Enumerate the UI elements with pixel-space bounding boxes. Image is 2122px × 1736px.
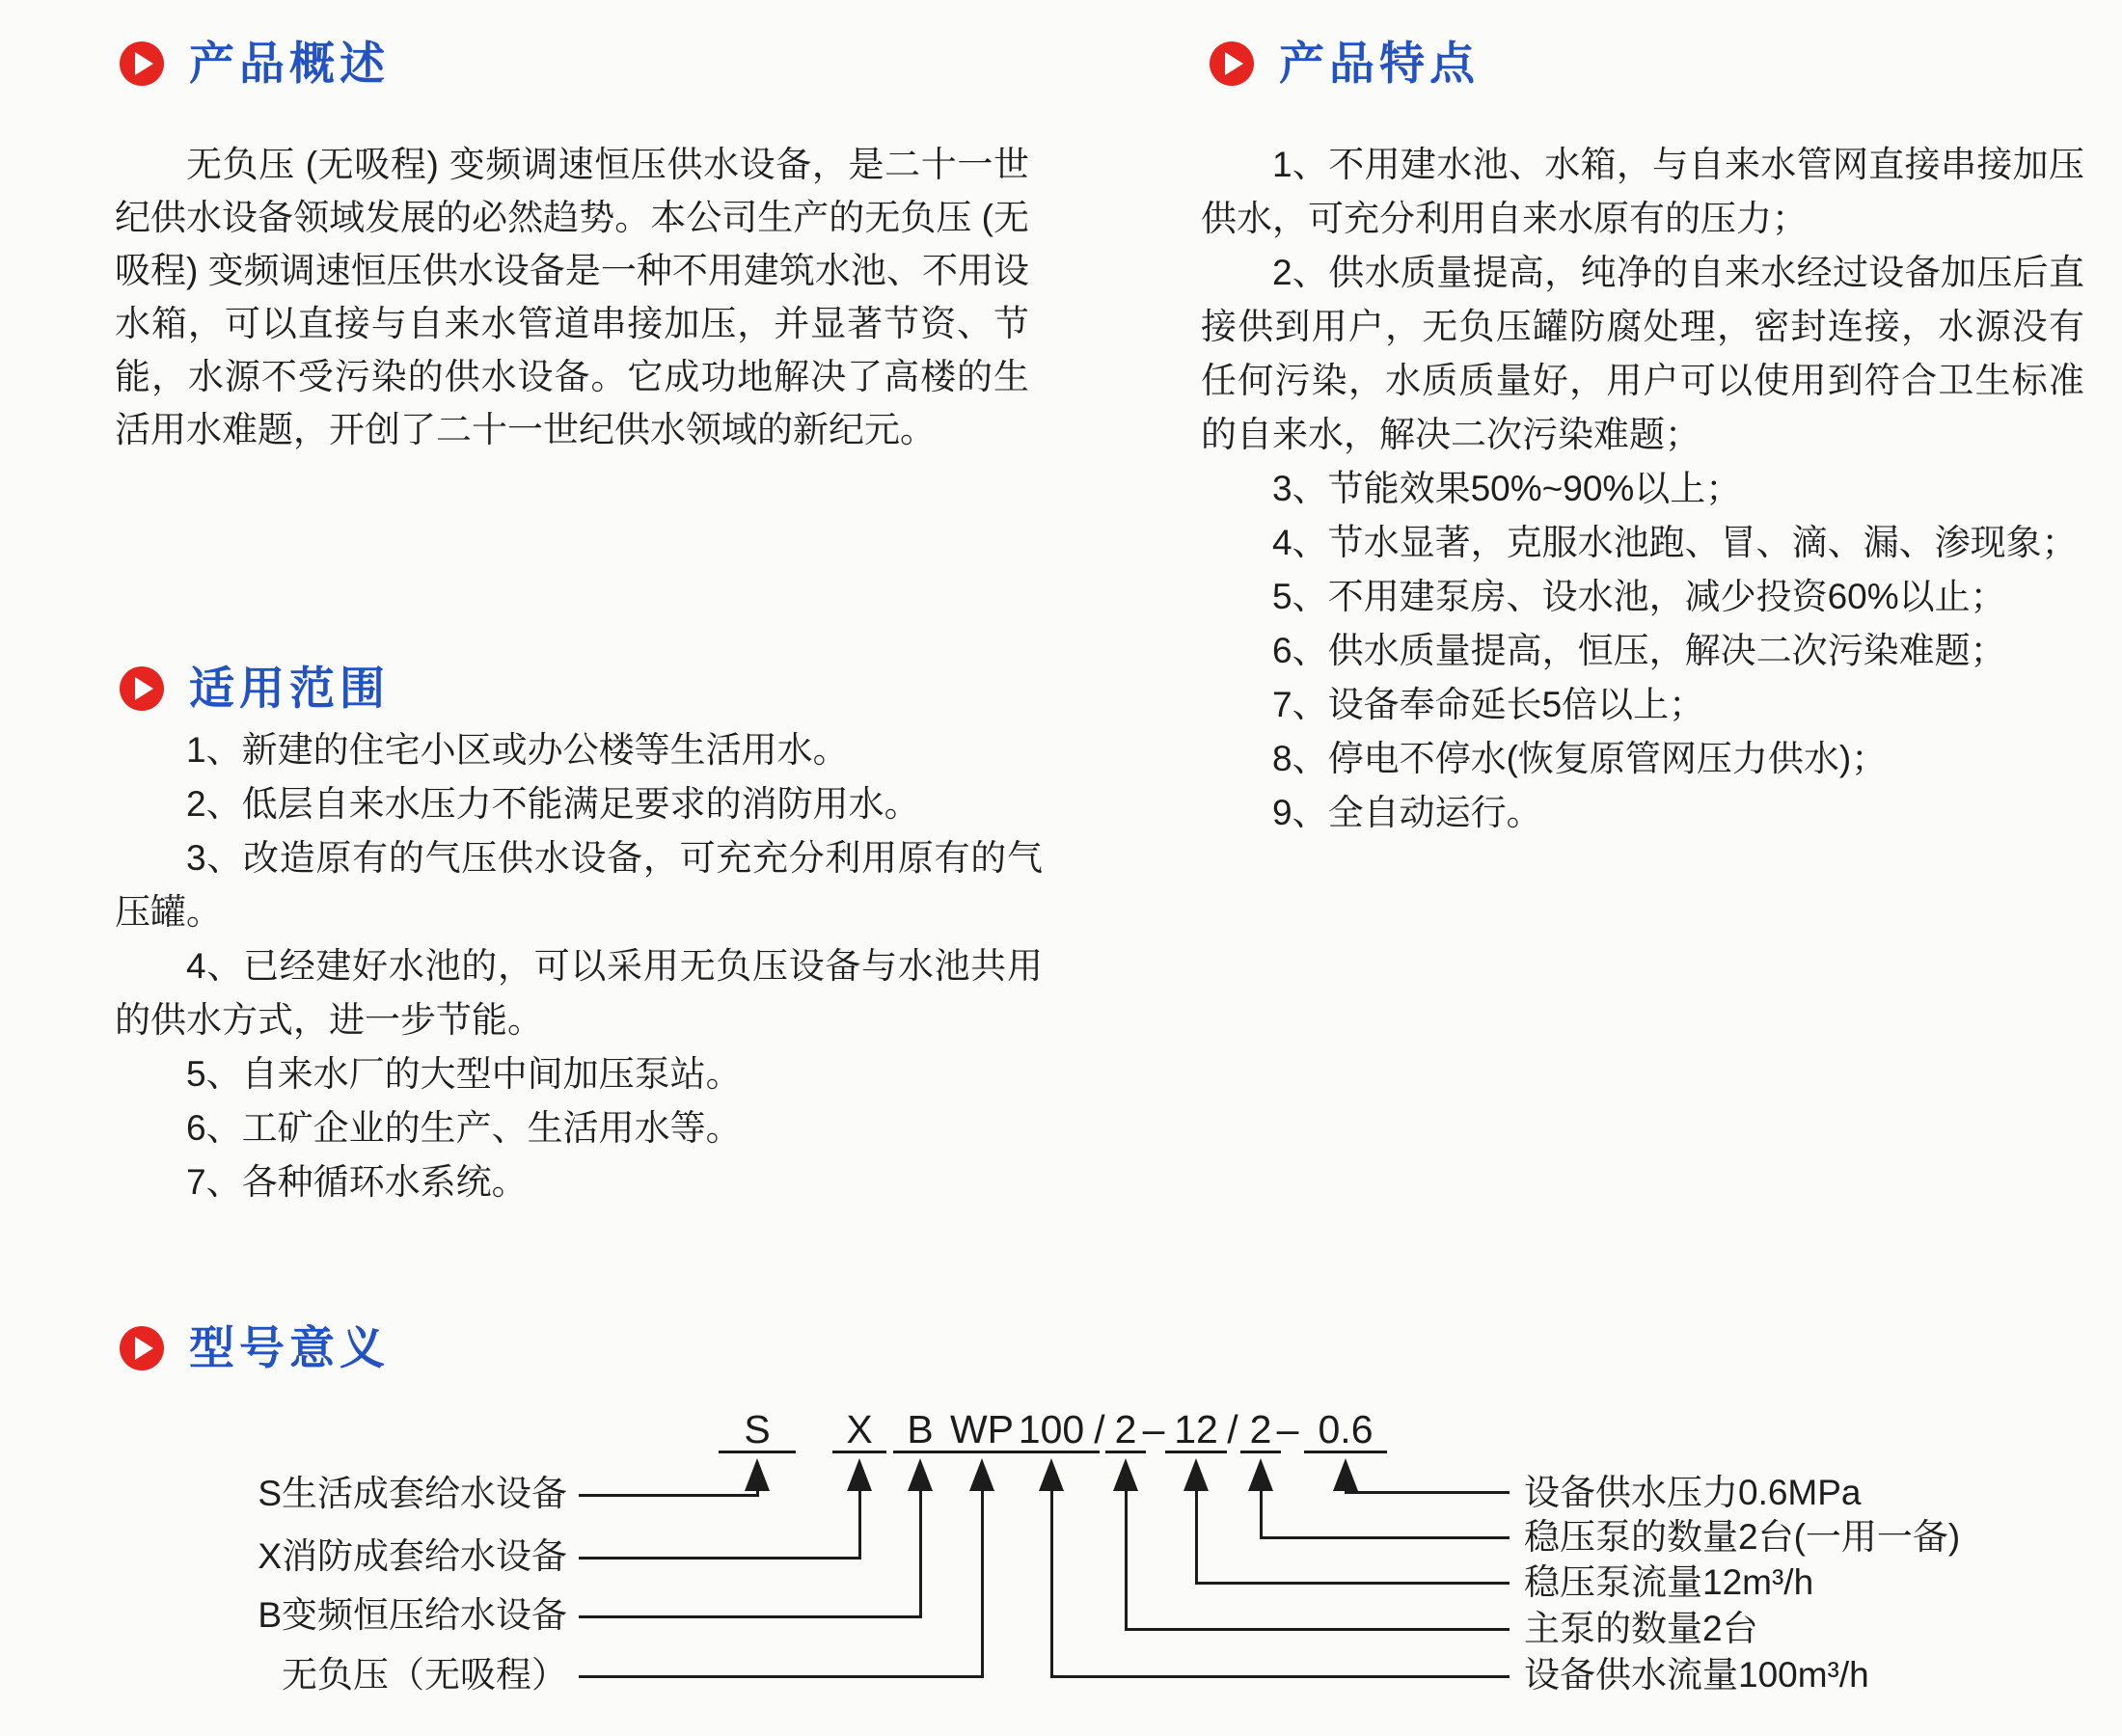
scope-item: 1、新建的住宅小区或办公楼等生活用水。: [186, 730, 849, 770]
model-code-segment: 100: [1003, 1408, 1100, 1453]
arrow-up-icon: [1113, 1458, 1138, 1491]
arrow-up-icon: [1248, 1458, 1273, 1491]
triangle-icon: [1225, 52, 1243, 75]
connector-line: [1125, 1628, 1510, 1631]
feature-item: 7、设备奉命延长5倍以上；: [1272, 685, 1705, 724]
scope-item: 3、改造原有的气压供水设备，可充充分利用原有的气压罐。: [115, 838, 1043, 932]
arrow-up-icon: [969, 1458, 994, 1491]
connector-line: [579, 1675, 984, 1678]
connector-line: [1260, 1489, 1263, 1539]
model-code-separator: –: [1142, 1407, 1165, 1451]
model-code-segment: X: [832, 1408, 886, 1453]
model-code-separator: –: [1276, 1407, 1299, 1451]
features-title: 产品特点: [1279, 38, 1480, 89]
model-left-label: S生活成套给水设备: [258, 1474, 567, 1513]
model-left-label: B变频恒压给水设备: [258, 1595, 567, 1635]
model-right-label: 主泵的数量2台: [1524, 1609, 1758, 1648]
connector-line: [1050, 1489, 1053, 1678]
connector-line: [919, 1489, 922, 1618]
feature-item: 8、停电不停水(恢复原管网压力供水)；: [1272, 739, 1888, 778]
overview-section-heading: [120, 38, 390, 89]
connector-line: [1260, 1536, 1510, 1539]
scope-item: 5、自来水厂的大型中间加压泵站。: [186, 1054, 742, 1094]
triangle-icon: [135, 52, 153, 75]
model-code-separator: /: [1094, 1407, 1105, 1451]
model-right-label: 设备供水流量100m³/h: [1524, 1655, 1869, 1695]
scope-section-heading: [120, 663, 390, 714]
model-code-segment: 12: [1165, 1408, 1227, 1453]
feature-item: 6、供水质量提高，恒压，解决二次污染难题；: [1272, 631, 2006, 670]
connector-line: [579, 1615, 922, 1618]
connector-line: [1125, 1489, 1128, 1631]
play-bullet-icon: [120, 666, 164, 711]
connector-line: [1195, 1489, 1198, 1585]
model-code-segment: 2: [1240, 1408, 1281, 1453]
feature-item: 9、全自动运行。: [1272, 793, 1542, 832]
scope-title: 适用范围: [189, 663, 390, 714]
scope-item: 6、工矿企业的生产、生活用水等。: [186, 1108, 742, 1148]
model-title: 型号意义: [189, 1322, 390, 1373]
triangle-icon: [135, 677, 153, 700]
scope-item: 2、低层自来水压力不能满足要求的消防用水。: [186, 784, 920, 824]
feature-item: 4、节水显著，克服水池跑、冒、滴、漏、渗现象；: [1272, 523, 2078, 562]
scope-item: 4、已经建好水池的，可以采用无负压设备与水池共用的供水方式，进一步节能。: [115, 946, 1043, 1040]
model-code-segment: B: [893, 1408, 947, 1453]
connector-line: [579, 1557, 861, 1560]
connector-line: [1345, 1491, 1510, 1494]
play-bullet-icon: [120, 41, 164, 86]
model-right-label: 稳压泵的数量2台(一用一备): [1524, 1517, 1961, 1557]
model-right-label: 设备供水压力0.6MPa: [1524, 1473, 1862, 1512]
arrow-up-icon: [1333, 1458, 1358, 1491]
feature-item: 5、不用建泵房、设水池，减少投资60%以止；: [1272, 577, 2006, 616]
connector-line: [981, 1489, 984, 1678]
model-left-label: X消防成套给水设备: [258, 1536, 567, 1576]
model-code-separator: /: [1227, 1407, 1238, 1451]
scope-list: [115, 723, 1043, 1209]
overview-paragraph: 无负压 (无吸程) 变频调速恒压供水设备，是二十一世纪供水设备领域发展的必然趋势。本公司生产的无负压 (无吸程) 变频调速恒压供水设备是一种不用建筑水池、不用设水箱，可以直接与自来水管道串接加压，并显著节资、节能，水源不受污染的供水设备。它成功地解决了高楼的生活用水难题，开创了二十一世纪供水领域的新纪元。: [115, 145, 1029, 449]
arrow-up-icon: [745, 1458, 770, 1491]
model-code-segment: WP: [941, 1408, 1022, 1453]
play-bullet-icon: [1210, 41, 1254, 86]
connector-line: [1195, 1582, 1510, 1585]
features-section-heading: [1210, 38, 1480, 89]
model-code-segment: 2: [1105, 1408, 1146, 1453]
scope-item: 7、各种循环水系统。: [186, 1162, 528, 1202]
triangle-icon: [135, 1337, 153, 1360]
arrow-up-icon: [1183, 1458, 1209, 1491]
model-code-segment: S: [719, 1408, 796, 1453]
model-code-segment: 0.6: [1304, 1408, 1387, 1453]
feature-item: 3、节能效果50%~90%以上；: [1272, 469, 1742, 508]
feature-item: 2、供水质量提高，纯净的自来水经过设备加压后直接供到用户，无负压罐防腐处理，密封连接，水源没有任何污染，水质质量好，用户可以使用到符合卫生标准的自来水，解决二次污染难题；: [1201, 253, 2084, 454]
connector-line: [579, 1494, 759, 1497]
feature-item: 1、不用建水池、水箱，与自来水管网直接串接加压供水，可充分利用自来水原有的压力；: [1201, 145, 2084, 238]
model-left-label: 无负压（无吸程）: [282, 1655, 567, 1695]
arrow-up-icon: [847, 1458, 872, 1491]
arrow-up-icon: [908, 1458, 933, 1491]
play-bullet-icon: [120, 1326, 164, 1370]
model-right-label: 稳压泵流量12m³/h: [1524, 1562, 1814, 1602]
overview-title: 产品概述: [189, 38, 390, 89]
arrow-up-icon: [1039, 1458, 1064, 1491]
connector-line: [858, 1489, 861, 1560]
connector-line: [1050, 1675, 1510, 1678]
model-section-heading: [120, 1322, 390, 1373]
features-list: [1201, 138, 2084, 840]
